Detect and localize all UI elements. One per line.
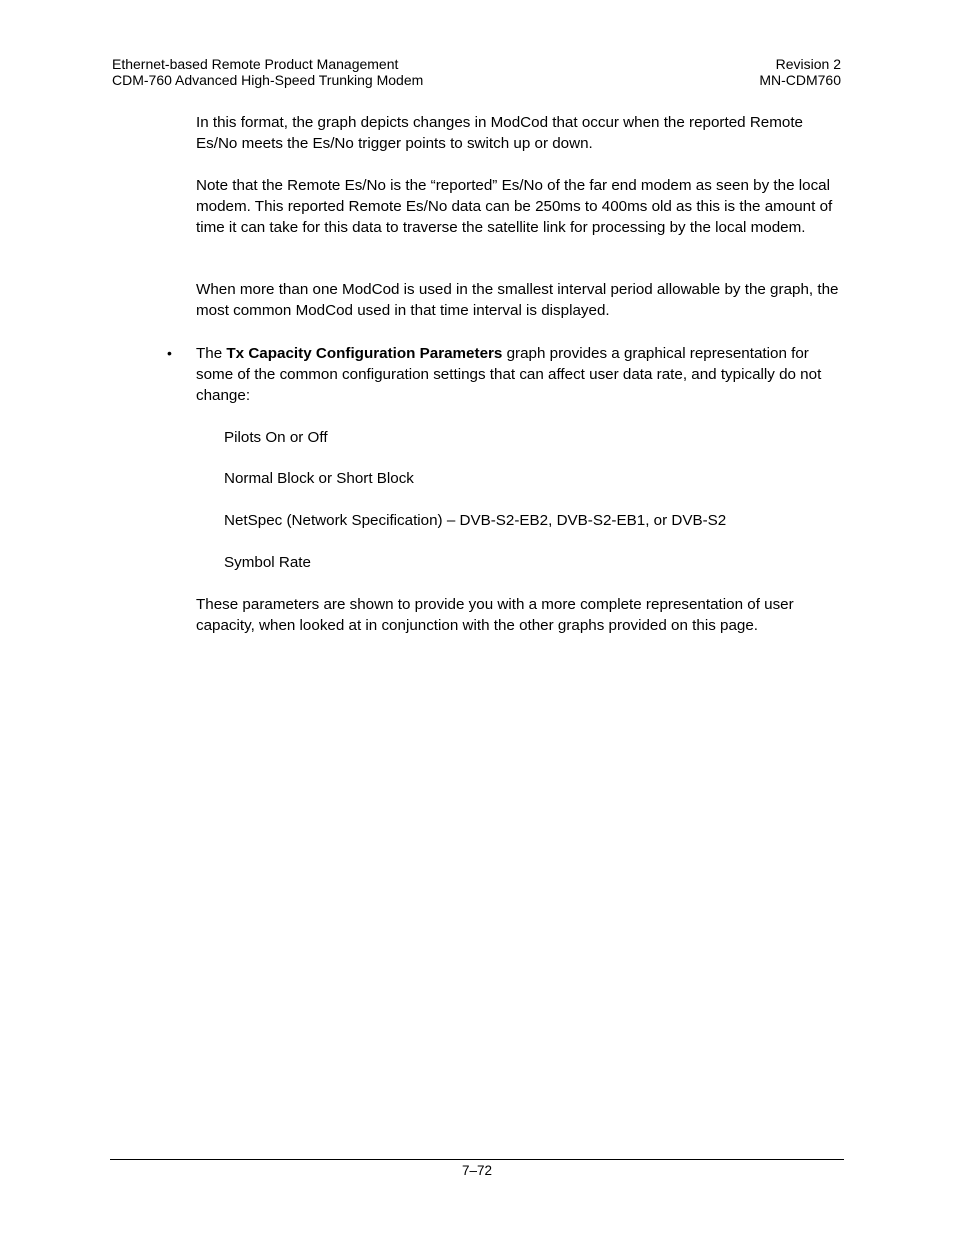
sub-item-pilots: Pilots On or Off	[224, 429, 328, 446]
page-number: 7–72	[461, 1163, 493, 1178]
bullet-icon: •	[167, 345, 172, 361]
running-header-right	[759, 56, 841, 88]
footer-divider	[110, 1159, 844, 1160]
bullet-intro: The	[196, 345, 227, 362]
sub-item-symbol-rate: Symbol Rate	[224, 554, 311, 571]
header-revision: Revision 2	[775, 56, 841, 72]
running-header-left	[112, 56, 423, 88]
header-manual-number: MN-CDM760	[759, 72, 841, 88]
paragraph-closing: These parameters are shown to provide you with a more complete representation of user capacity, when looked at in conjunction with the other graphs provided on this page.	[196, 596, 794, 634]
paragraph-most-common-modcod: When more than one ModCod is used in the smallest interval period allowable by the graph, the most common ModCod used in that time interval is displayed.	[196, 281, 839, 319]
paragraph-modcod-format: In this format, the graph depicts changes in ModCod that occur when the reported Remote Es/No meets the Es/No trigger points to switch up or down.	[196, 114, 803, 152]
bullet-bold-term: Tx Capacity Configuration Parameters	[226, 345, 503, 362]
bullet-tx-capacity-config	[196, 343, 846, 406]
header-doc-title: Ethernet-based Remote Product Management	[112, 56, 399, 72]
paragraph-remote-esno-note: Note that the Remote Es/No is the “reported” Es/No of the far end modem as seen by the local modem. This reported Remote Es/No data can be 250ms to 400ms old as this is the amount of time it can take for this data to traverse the satellite link for processing by the local modem.	[196, 177, 833, 236]
sub-item-netspec: NetSpec (Network Specification) – DVB-S2-EB2, DVB-S2-EB1, or DVB-S2	[224, 512, 727, 529]
sub-item-block-size: Normal Block or Short Block	[224, 470, 414, 487]
header-product-name: CDM-760 Advanced High-Speed Trunking Modem	[112, 72, 424, 88]
bullet-description: graph provides a graphical representation for some of the common configuration settings that can affect user data rate, and typically do not change:	[196, 345, 822, 404]
